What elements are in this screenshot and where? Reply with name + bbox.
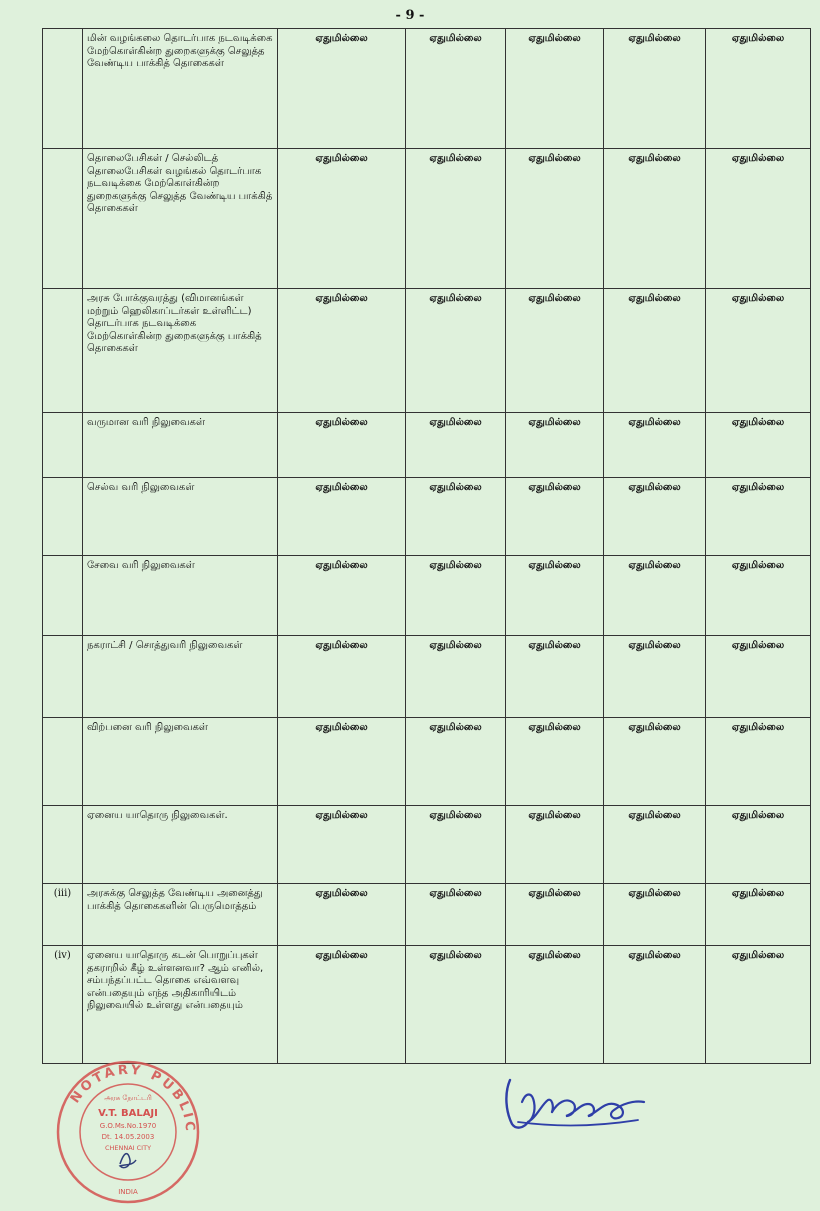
value-cell: ஏதுமில்லை	[706, 289, 811, 413]
value-cell: ஏதுமில்லை	[506, 149, 604, 289]
value-cell: ஏதுமில்லை	[604, 946, 706, 1064]
value-cell: ஏதுமில்லை	[706, 718, 811, 806]
value-cell: ஏதுமில்லை	[406, 149, 506, 289]
table-row	[43, 413, 811, 478]
value-cell: ஏதுமில்லை	[506, 884, 604, 946]
value-cell: ஏதுமில்லை	[506, 289, 604, 413]
value-cell: ஏதுமில்லை	[278, 946, 406, 1064]
value-cell: ஏதுமில்லை	[506, 556, 604, 636]
description-cell: ஏனைய யாதொரு கடன் பொறுப்புகள் தகராறில் கீழ் உள்ளனவா? ஆம் எனில், சம்பந்தப்பட்ட தொகை எவ்வளவு என்பதையும் எந்த அதிகாரியிடம் நிலுவையில் உள்ளது என்பதையும்	[83, 946, 278, 1064]
value-cell: ஏதுமில்லை	[406, 289, 506, 413]
value-cell: ஏதுமில்லை	[506, 718, 604, 806]
value-cell: ஏதுமில்லை	[278, 718, 406, 806]
value-cell: ஏதுமில்லை	[278, 29, 406, 149]
value-cell: ஏதுமில்லை	[406, 636, 506, 718]
value-cell: ஏதுமில்லை	[604, 556, 706, 636]
value-cell: ஏதுமில்லை	[406, 806, 506, 884]
serial-number-cell	[43, 289, 83, 413]
serial-number-cell	[43, 413, 83, 478]
signature	[500, 1072, 660, 1134]
value-cell: ஏதுமில்லை	[506, 413, 604, 478]
value-cell: ஏதுமில்லை	[406, 29, 506, 149]
description-cell: வருமான வரி நிலுவைகள்	[83, 413, 278, 478]
value-cell: ஏதுமில்லை	[406, 718, 506, 806]
description-cell: சேவை வரி நிலுவைகள்	[83, 556, 278, 636]
value-cell: ஏதுமில்லை	[604, 636, 706, 718]
seal-date: Dt. 14.05.2003	[101, 1133, 155, 1141]
value-cell: ஏதுமில்லை	[706, 413, 811, 478]
value-cell: ஏதுமில்லை	[278, 289, 406, 413]
seal-reg-no: G.O.Ms.No.1970	[99, 1122, 157, 1130]
description-cell: அரசு போக்குவரத்து (விமானங்கள் மற்றும் ஹெலிகாப்டர்கள் உள்ளிட்ட) தொடர்பாக நடவடிக்கை மேற்கொள்கின்ற துறைகளுக்கு பாக்கித் தொகைகள்	[83, 289, 278, 413]
serial-number-cell	[43, 556, 83, 636]
notary-seal	[54, 1058, 202, 1206]
serial-number-cell	[43, 718, 83, 806]
serial-number-cell	[43, 478, 83, 556]
value-cell: ஏதுமில்லை	[706, 556, 811, 636]
serial-number-cell: (iii)	[43, 884, 83, 946]
description-cell: அரசுக்கு செலுத்த வேண்டிய அனைத்து பாக்கித் தொகைகளின் பெருமொத்தம்	[83, 884, 278, 946]
serial-number-cell	[43, 29, 83, 149]
value-cell: ஏதுமில்லை	[278, 884, 406, 946]
page-number: - 9 -	[395, 8, 425, 23]
table-row	[43, 556, 811, 636]
value-cell: ஏதுமில்லை	[278, 806, 406, 884]
affidavit-table	[42, 28, 811, 1064]
value-cell: ஏதுமில்லை	[706, 636, 811, 718]
seal-place: CHENNAI CITY	[104, 1144, 152, 1152]
value-cell: ஏதுமில்லை	[706, 29, 811, 149]
value-cell: ஏதுமில்லை	[506, 478, 604, 556]
table-row	[43, 718, 811, 806]
value-cell: ஏதுமில்லை	[706, 884, 811, 946]
description-cell: விற்பனை வரி நிலுவைகள்	[83, 718, 278, 806]
value-cell: ஏதுமில்லை	[406, 556, 506, 636]
table-row	[43, 29, 811, 149]
value-cell: ஏதுமில்லை	[604, 413, 706, 478]
value-cell: ஏதுமில்லை	[506, 946, 604, 1064]
table-row	[43, 806, 811, 884]
value-cell: ஏதுமில்லை	[604, 806, 706, 884]
value-cell: ஏதுமில்லை	[406, 413, 506, 478]
value-cell: ஏதுமில்லை	[278, 413, 406, 478]
table-row	[43, 149, 811, 289]
seal-name: V.T. BALAJI	[98, 1108, 158, 1119]
description-cell: தொலைபேசிகள் / செல்லிடத் தொலைபேசிகள் வழங்கல் தொடர்பாக நடவடிக்கை மேற்கொள்கின்ற துறைகளுக்கு செலுத்த வேண்டிய பாக்கித் தொகைகள்	[83, 149, 278, 289]
table-row	[43, 636, 811, 718]
value-cell: ஏதுமில்லை	[506, 636, 604, 718]
description-cell: செல்வ வரி நிலுவைகள்	[83, 478, 278, 556]
value-cell: ஏதுமில்லை	[604, 884, 706, 946]
value-cell: ஏதுமில்லை	[706, 946, 811, 1064]
serial-number-cell: (iv)	[43, 946, 83, 1064]
description-cell: மின் வழங்கலை தொடர்பாக நடவடிக்கை மேற்கொள்கின்ற துறைகளுக்கு செலுத்த வேண்டிய பாக்கித் தொகைகள்	[83, 29, 278, 149]
serial-number-cell	[43, 636, 83, 718]
value-cell: ஏதுமில்லை	[604, 149, 706, 289]
value-cell: ஏதுமில்லை	[706, 806, 811, 884]
seal-ring-text: NOTARY PUBLIC	[67, 1062, 198, 1135]
table-row	[43, 289, 811, 413]
description-cell: நகராட்சி / சொத்துவரி நிலுவைகள்	[83, 636, 278, 718]
value-cell: ஏதுமில்லை	[406, 884, 506, 946]
value-cell: ஏதுமில்லை	[706, 149, 811, 289]
value-cell: ஏதுமில்லை	[604, 478, 706, 556]
value-cell: ஏதுமில்லை	[604, 289, 706, 413]
seal-bottom-text: INDIA	[118, 1188, 138, 1196]
value-cell: ஏதுமில்லை	[278, 149, 406, 289]
seal-inner-heading: அரசு நோட்டரி	[104, 1094, 152, 1102]
value-cell: ஏதுமில்லை	[706, 478, 811, 556]
value-cell: ஏதுமில்லை	[278, 478, 406, 556]
value-cell: ஏதுமில்லை	[278, 556, 406, 636]
table-row	[43, 478, 811, 556]
value-cell: ஏதுமில்லை	[278, 636, 406, 718]
table-row	[43, 884, 811, 946]
serial-number-cell	[43, 149, 83, 289]
table-row	[43, 946, 811, 1064]
serial-number-cell	[43, 806, 83, 884]
value-cell: ஏதுமில்லை	[406, 946, 506, 1064]
value-cell: ஏதுமில்லை	[406, 478, 506, 556]
value-cell: ஏதுமில்லை	[506, 806, 604, 884]
value-cell: ஏதுமில்லை	[604, 29, 706, 149]
value-cell: ஏதுமில்லை	[604, 718, 706, 806]
description-cell: ஏனைய யாதொரு நிலுவைகள்.	[83, 806, 278, 884]
value-cell: ஏதுமில்லை	[506, 29, 604, 149]
